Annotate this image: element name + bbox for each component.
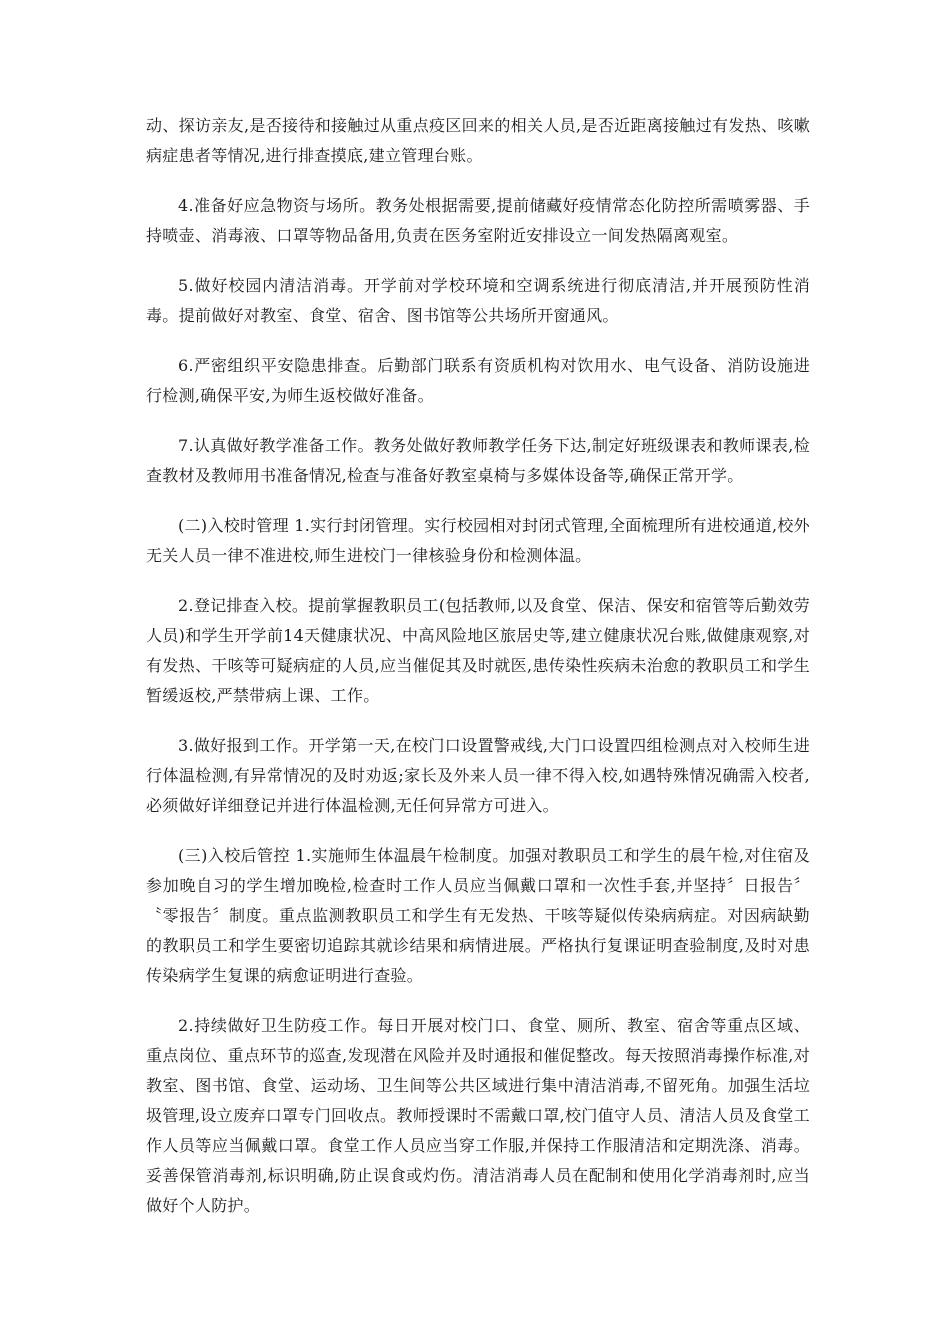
paragraph-campus-disinfection: 5.做好校园内清洁消毒。开学前对学校环境和空调系统进行彻底清洁,并开展预防性消毒。提前做好对教室、食堂、宿舍、图书馆等公共场所开窗通风。	[146, 276, 810, 325]
paragraph-continuation: 动、探访亲友,是否接待和接触过从重点疫区回来的相关人员,是否近距离接触过有发热、咳嗽病症患者等情况,进行排查摸底,建立管理台账。	[146, 116, 810, 165]
paragraph-check-in: 3.做好报到工作。开学第一天,在校门口设置警戒线,大门口设置四组检测点对入校师生进行体温检测,有异常情况的及时劝返;家长及外来人员一律不得入校,如遇特殊情况确需入校者,必须做好详细登记并进行体温检测,无任何异常方可进入。	[146, 736, 810, 815]
paragraph-post-entry-control: (三)入校后管控 1.实施师生体温晨午检制度。加强对教职员工和学生的晨午检,对住宿及参加晚自习的学生增加晚检,检查时工作人员应当佩戴口罩和一次性手套,并坚持〞日报告〞〝零报告〞制度。重点监测教职员工和学生有无发热、干咳等疑似传染病病症。对因病缺勤的教职员工和学生要密切追踪其就诊结果和病情进展。严格执行复课证明查验制度,及时对患传染病学生复课的病愈证明进行查验。	[146, 846, 810, 985]
paragraph-teaching-preparation: 7.认真做好教学准备工作。教务处做好教师教学任务下达,制定好班级课表和教师课表,检查教材及教师用书准备情况,检查与准备好教室桌椅与多媒体设备等,确保正常开学。	[146, 436, 810, 485]
paragraph-entry-management: (二)入校时管理 1.实行封闭管理。实行校园相对封闭式管理,全面梳理所有进校通道,校外无关人员一律不准进校,师生进校门一律核验身份和检测体温。	[146, 516, 810, 565]
paragraph-emergency-supplies: 4.准备好应急物资与场所。教务处根据需要,提前储藏好疫情常态化防控所需喷雾器、手持喷壶、消毒液、口罩等物品备用,负责在医务室附近安排设立一间发热隔离观室。	[146, 196, 810, 245]
document-body	[146, 111, 810, 1241]
paragraph-hygiene-prevention: 2.持续做好卫生防疫工作。每日开展对校门口、食堂、厕所、教室、宿舍等重点区域、重点岗位、重点环节的巡查,发现潜在风险并及时通报和催促整改。每天按照消毒操作标准,对教室、图书馆、食堂、运动场、卫生间等公共区域进行集中清洁消毒,不留死角。加强生活垃圾管理,设立废弃口罩专门回收点。教师授课时不需戴口罩,校门值守人员、清洁人员及食堂工作人员等应当佩戴口罩。食堂工作人员应当穿工作服,并保持工作服清洁和定期洗涤、消毒。妥善保管消毒剂,标识明确,防止误食或灼伤。清洁消毒人员在配制和使用化学消毒剂时,应当做好个人防护。	[146, 1016, 810, 1215]
paragraph-safety-inspection: 6.严密组织平安隐患排查。后勤部门联系有资质机构对饮用水、电气设备、消防设施进行检测,确保平安,为师生返校做好准备。	[146, 356, 810, 405]
paragraph-registration-screening: 2.登记排查入校。提前掌握教职员工(包括教师,以及食堂、保洁、保安和宿管等后勤效劳人员)和学生开学前14天健康状况、中高风险地区旅居史等,建立健康状况台账,做健康观察,对有发热、干咳等可疑病症的人员,应当催促其及时就医,患传染性疾病未治愈的教职员工和学生暂缓返校,严禁带病上课、工作。	[146, 596, 810, 705]
